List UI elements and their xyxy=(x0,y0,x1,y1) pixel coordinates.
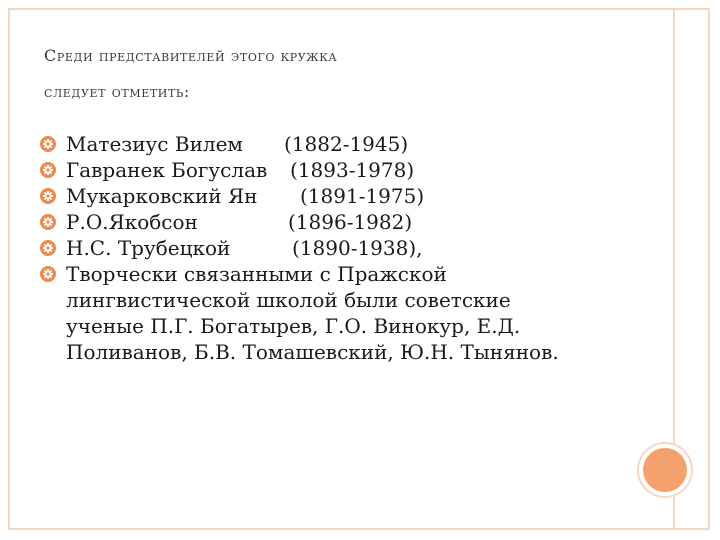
person-name: Р.О.Якобсон xyxy=(66,210,198,234)
person-name: Мукарковский Ян xyxy=(66,184,258,208)
title-line-2: следует отметить: xyxy=(44,82,190,101)
person-years: (1893-1978) xyxy=(290,158,415,182)
bullet-item xyxy=(40,131,650,157)
person-years: (1882-1945) xyxy=(284,132,409,156)
slide-title xyxy=(44,38,644,110)
person-name: Гавранек Богуслав xyxy=(66,158,268,182)
gear-icon xyxy=(40,240,56,256)
paragraph-line-2: лингвистической школой были советские xyxy=(66,288,511,312)
bullet-list xyxy=(40,131,650,365)
paragraph-line-4: Поливанов, Б.В. Томашевский, Ю.Н. Тынянов. xyxy=(66,340,559,364)
bullet-item xyxy=(40,157,650,183)
title-line-1: Среди представителей этого кружка xyxy=(44,46,338,65)
gear-icon xyxy=(40,162,56,178)
paragraph-line-1: Творчески связанными с Пражской xyxy=(66,262,447,286)
bullet-item xyxy=(40,183,650,209)
person-years: (1890-1938), xyxy=(292,236,423,260)
gear-icon xyxy=(40,188,56,204)
gear-icon xyxy=(40,266,56,282)
bullet-item xyxy=(40,235,650,261)
paragraph-line-3: ученые П.Г. Богатырев, Г.О. Винокур, Е.Д. xyxy=(66,314,521,338)
person-years: (1896-1982) xyxy=(288,210,413,234)
gear-icon xyxy=(40,214,56,230)
gear-icon xyxy=(40,136,56,152)
bullet-item xyxy=(40,209,650,235)
decorative-circle xyxy=(643,448,687,492)
person-name: Матезиус Вилем xyxy=(66,132,243,156)
person-years: (1891-1975) xyxy=(300,184,425,208)
bullet-paragraph xyxy=(40,261,650,365)
person-name: Н.С. Трубецкой xyxy=(66,236,231,260)
